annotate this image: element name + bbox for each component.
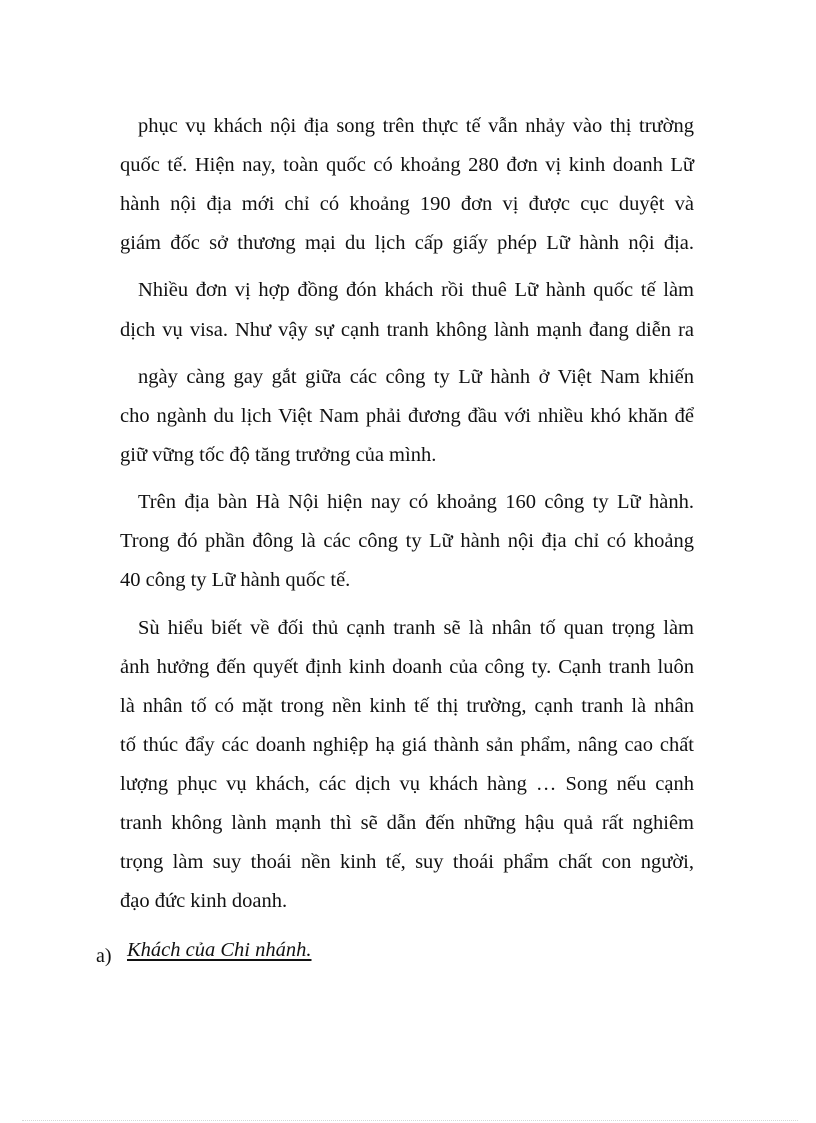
paragraph-4-line-4: tố thúc đẩy các doanh nghiệp hạ giá thành sản phẩm, nâng cao chất: [120, 734, 694, 756]
paragraph-2-line-4: cho ngành du lịch Việt Nam phải đương đầu với nhiều khó khăn để: [120, 405, 694, 427]
paragraph-2-line-3: ngày càng gay gắt giữa các công ty Lữ hành ở Việt Nam khiến: [138, 366, 694, 388]
page-bottom-divider: [22, 1120, 798, 1121]
paragraph-4-line-1: Sù hiểu biết về đối thủ cạnh tranh sẽ là nhân tố quan trọng làm: [138, 617, 694, 639]
paragraph-4-line-5: lượng phục vụ khách, các dịch vụ khách hàng … Song nếu cạnh: [120, 773, 694, 795]
paragraph-4-line-6: tranh không lành mạnh thì sẽ dẫn đến những hậu quả rất nghiêm: [120, 812, 694, 834]
paragraph-1-line-2: quốc tế. Hiện nay, toàn quốc có khoảng 280 đơn vị kinh doanh Lữ: [120, 154, 694, 176]
paragraph-3-line-3: 40 công ty Lữ hành quốc tế.: [120, 569, 351, 591]
paragraph-2-line-5: giữ vững tốc độ tăng trưởng của mình.: [120, 444, 437, 466]
section-marker: a): [96, 945, 112, 967]
paragraph-2-line-2: dịch vụ visa. Như vậy sự cạnh tranh không lành mạnh đang diễn ra: [120, 319, 694, 341]
paragraph-4-line-7: trọng làm suy thoái nền kinh tế, suy thoái phẩm chất con người,: [120, 851, 694, 873]
paragraph-1-line-4: giám đốc sở thương mại du lịch cấp giấy phép Lữ hành nội địa.: [120, 232, 694, 254]
paragraph-4-line-8: đạo đức kinh doanh.: [120, 890, 288, 912]
paragraph-4-line-2: ảnh hưởng đến quyết định kinh doanh của công ty. Cạnh tranh luôn: [120, 656, 694, 678]
paragraph-1-line-1: phục vụ khách nội địa song trên thực tế vẫn nhảy vào thị trường: [138, 115, 694, 137]
paragraph-3-line-1: Trên địa bàn Hà Nội hiện nay có khoảng 160 công ty Lữ hành.: [138, 491, 694, 513]
section-heading: Khách của Chi nhánh.: [127, 939, 312, 961]
paragraph-3-line-2: Trong đó phần đông là các công ty Lữ hành nội địa chỉ có khoảng: [120, 530, 694, 552]
paragraph-2-line-1: Nhiều đơn vị hợp đồng đón khách rồi thuê Lữ hành quốc tế làm: [138, 279, 694, 301]
paragraph-4-line-3: là nhân tố có mặt trong nền kinh tế thị trường, cạnh tranh là nhân: [120, 695, 694, 717]
paragraph-1-line-3: hành nội địa mới chỉ có khoảng 190 đơn vị được cục duyệt và: [120, 193, 694, 215]
